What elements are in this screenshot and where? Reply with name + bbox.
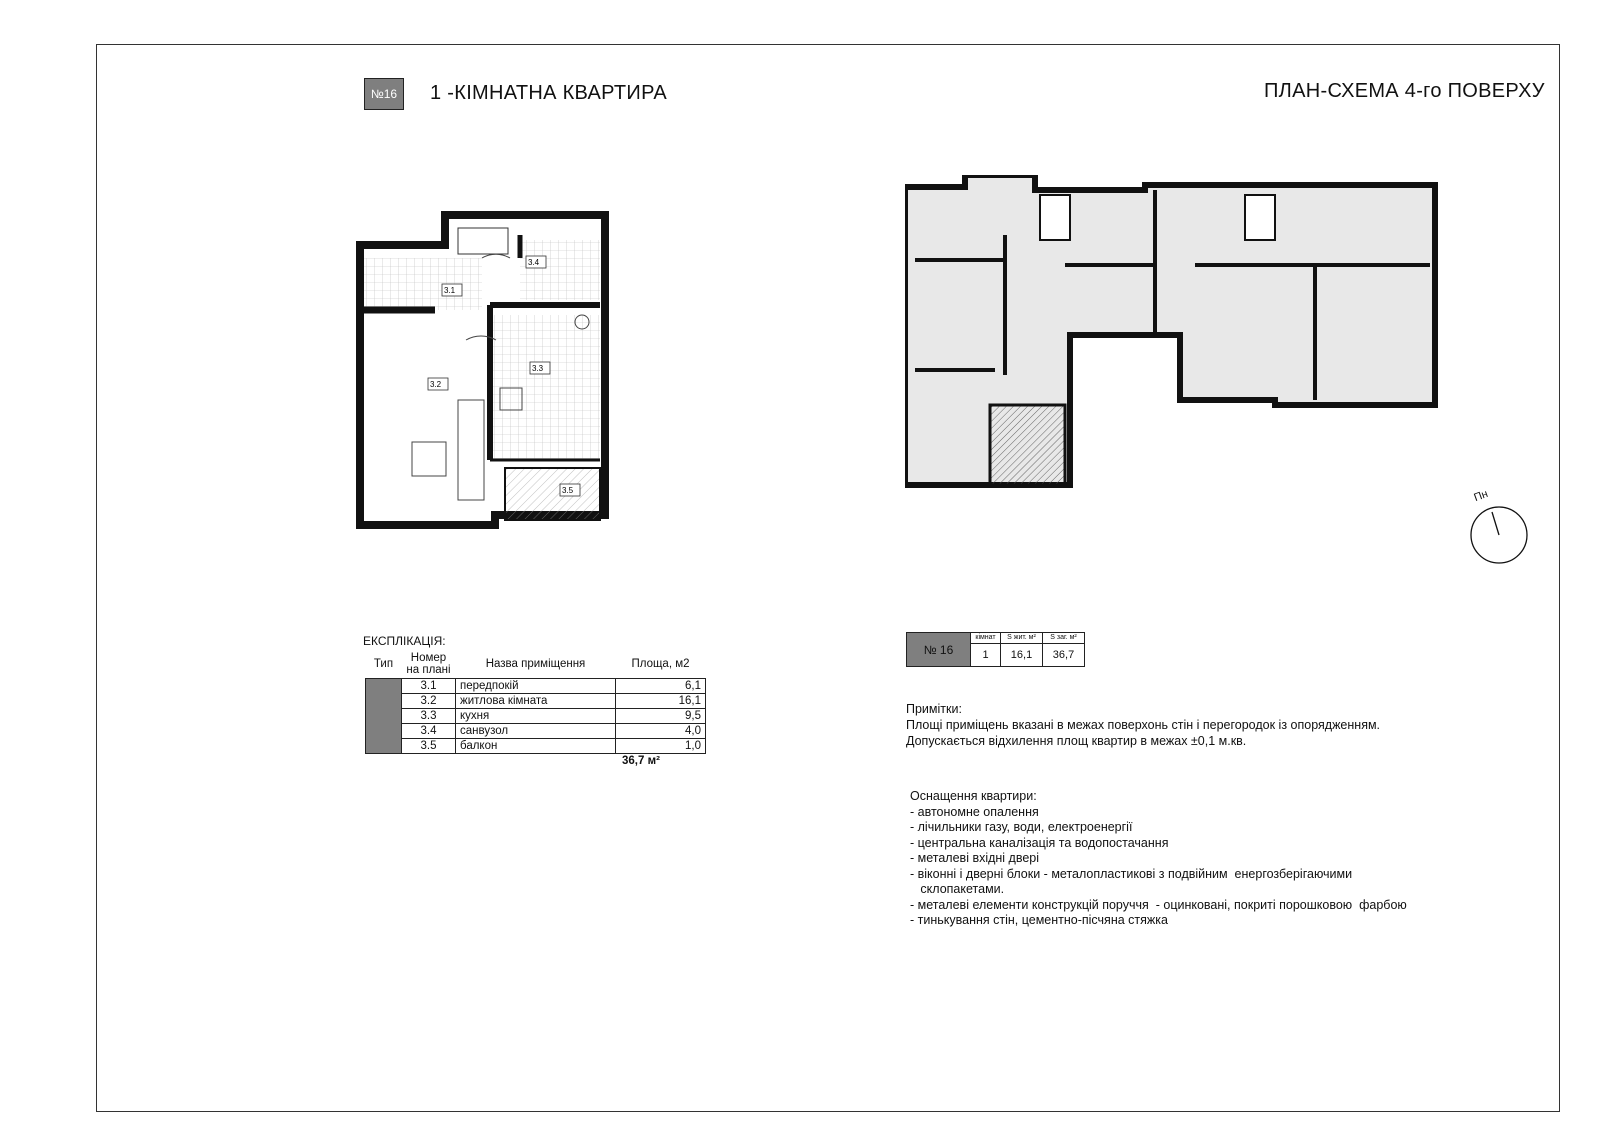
- apartment-floor-plan: [350, 210, 630, 540]
- area-header: Площа, м2: [631, 658, 690, 670]
- equipment-item: - металеві елементи конструкцій поруччя - оцинковані, покриті порошковою фарбою: [910, 897, 1407, 912]
- equipment-item: - автономне опалення: [910, 804, 1039, 819]
- apartment-badge: №16: [364, 78, 404, 110]
- table-row: 3.1 передпокій 6,1: [366, 679, 706, 694]
- type-swatch: [366, 679, 402, 754]
- living-area-header: S жит. м²: [1001, 633, 1043, 644]
- total-area-value: 36,7: [1043, 643, 1085, 666]
- number-header: Номер на плані: [406, 652, 451, 676]
- table-row: 3.3 кухня 9,5: [366, 709, 706, 724]
- equipment-item: - тинькування стін, цементно-пісчяна стяжка: [910, 913, 1168, 927]
- summary-badge: № 16: [907, 633, 971, 667]
- equipment-block: [910, 789, 1407, 929]
- highlighted-apartment: [990, 405, 1065, 485]
- explication-header: [366, 650, 706, 679]
- apartment-title: 1 -КІМНАТНА КВАРТИРА: [430, 82, 668, 104]
- compass-icon: [1464, 487, 1544, 570]
- notes-line: Площі приміщень вказані в межах поверхонь стін і перегородок із опорядженням.: [906, 718, 1381, 732]
- equipment-title: Оснащення квартири:: [910, 789, 1037, 803]
- compass-label: Пн: [1472, 487, 1490, 505]
- table-row: 3.2 житлова кімната 16,1: [366, 694, 706, 709]
- notes-line: Допускається відхилення площ квартир в межах ±0,1 м.кв.: [906, 734, 1247, 748]
- total-area-header: S заг. м²: [1043, 633, 1085, 644]
- summary-table: [906, 632, 1085, 667]
- explication-table: [365, 650, 706, 754]
- floor-plan-title: ПЛАН-СХЕМА 4-го ПОВЕРХУ: [1264, 80, 1545, 102]
- rooms-header: кімнат: [971, 633, 1001, 644]
- room-label-3-5: 3.5: [562, 486, 574, 495]
- room-label-3-2: 3.2: [430, 380, 442, 389]
- type-header: Тип: [373, 658, 394, 670]
- equipment-item: - лічильники газу, води, електроенергії: [910, 820, 1133, 834]
- equipment-item: - металеві вхідні двері: [910, 851, 1040, 865]
- equipment-item: склопакетами.: [910, 882, 1005, 896]
- notes-block: [906, 701, 1380, 749]
- room-label-3-1: 3.1: [444, 286, 456, 295]
- floor-scheme: [905, 175, 1475, 515]
- rooms-value: 1: [971, 643, 1001, 666]
- name-header: Назва приміщення: [485, 658, 586, 670]
- explication-title: ЕКСПЛІКАЦІЯ:: [363, 634, 446, 648]
- table-row: 3.4 санвузол 4,0: [366, 724, 706, 739]
- table-row: 3.5 балкон 1,0: [366, 739, 706, 754]
- living-area-value: 16,1: [1001, 643, 1043, 666]
- equipment-item: - віконні і дверні блоки - металопластикові з подвійним енергозберігаючими: [910, 866, 1353, 881]
- room-label-3-3: 3.3: [532, 364, 544, 373]
- equipment-item: - центральна каналізація та водопостачання: [910, 835, 1169, 850]
- notes-title: Примітки:: [906, 702, 962, 716]
- total-area: 36,7 м²: [622, 755, 660, 767]
- room-label-3-4: 3.4: [528, 258, 540, 267]
